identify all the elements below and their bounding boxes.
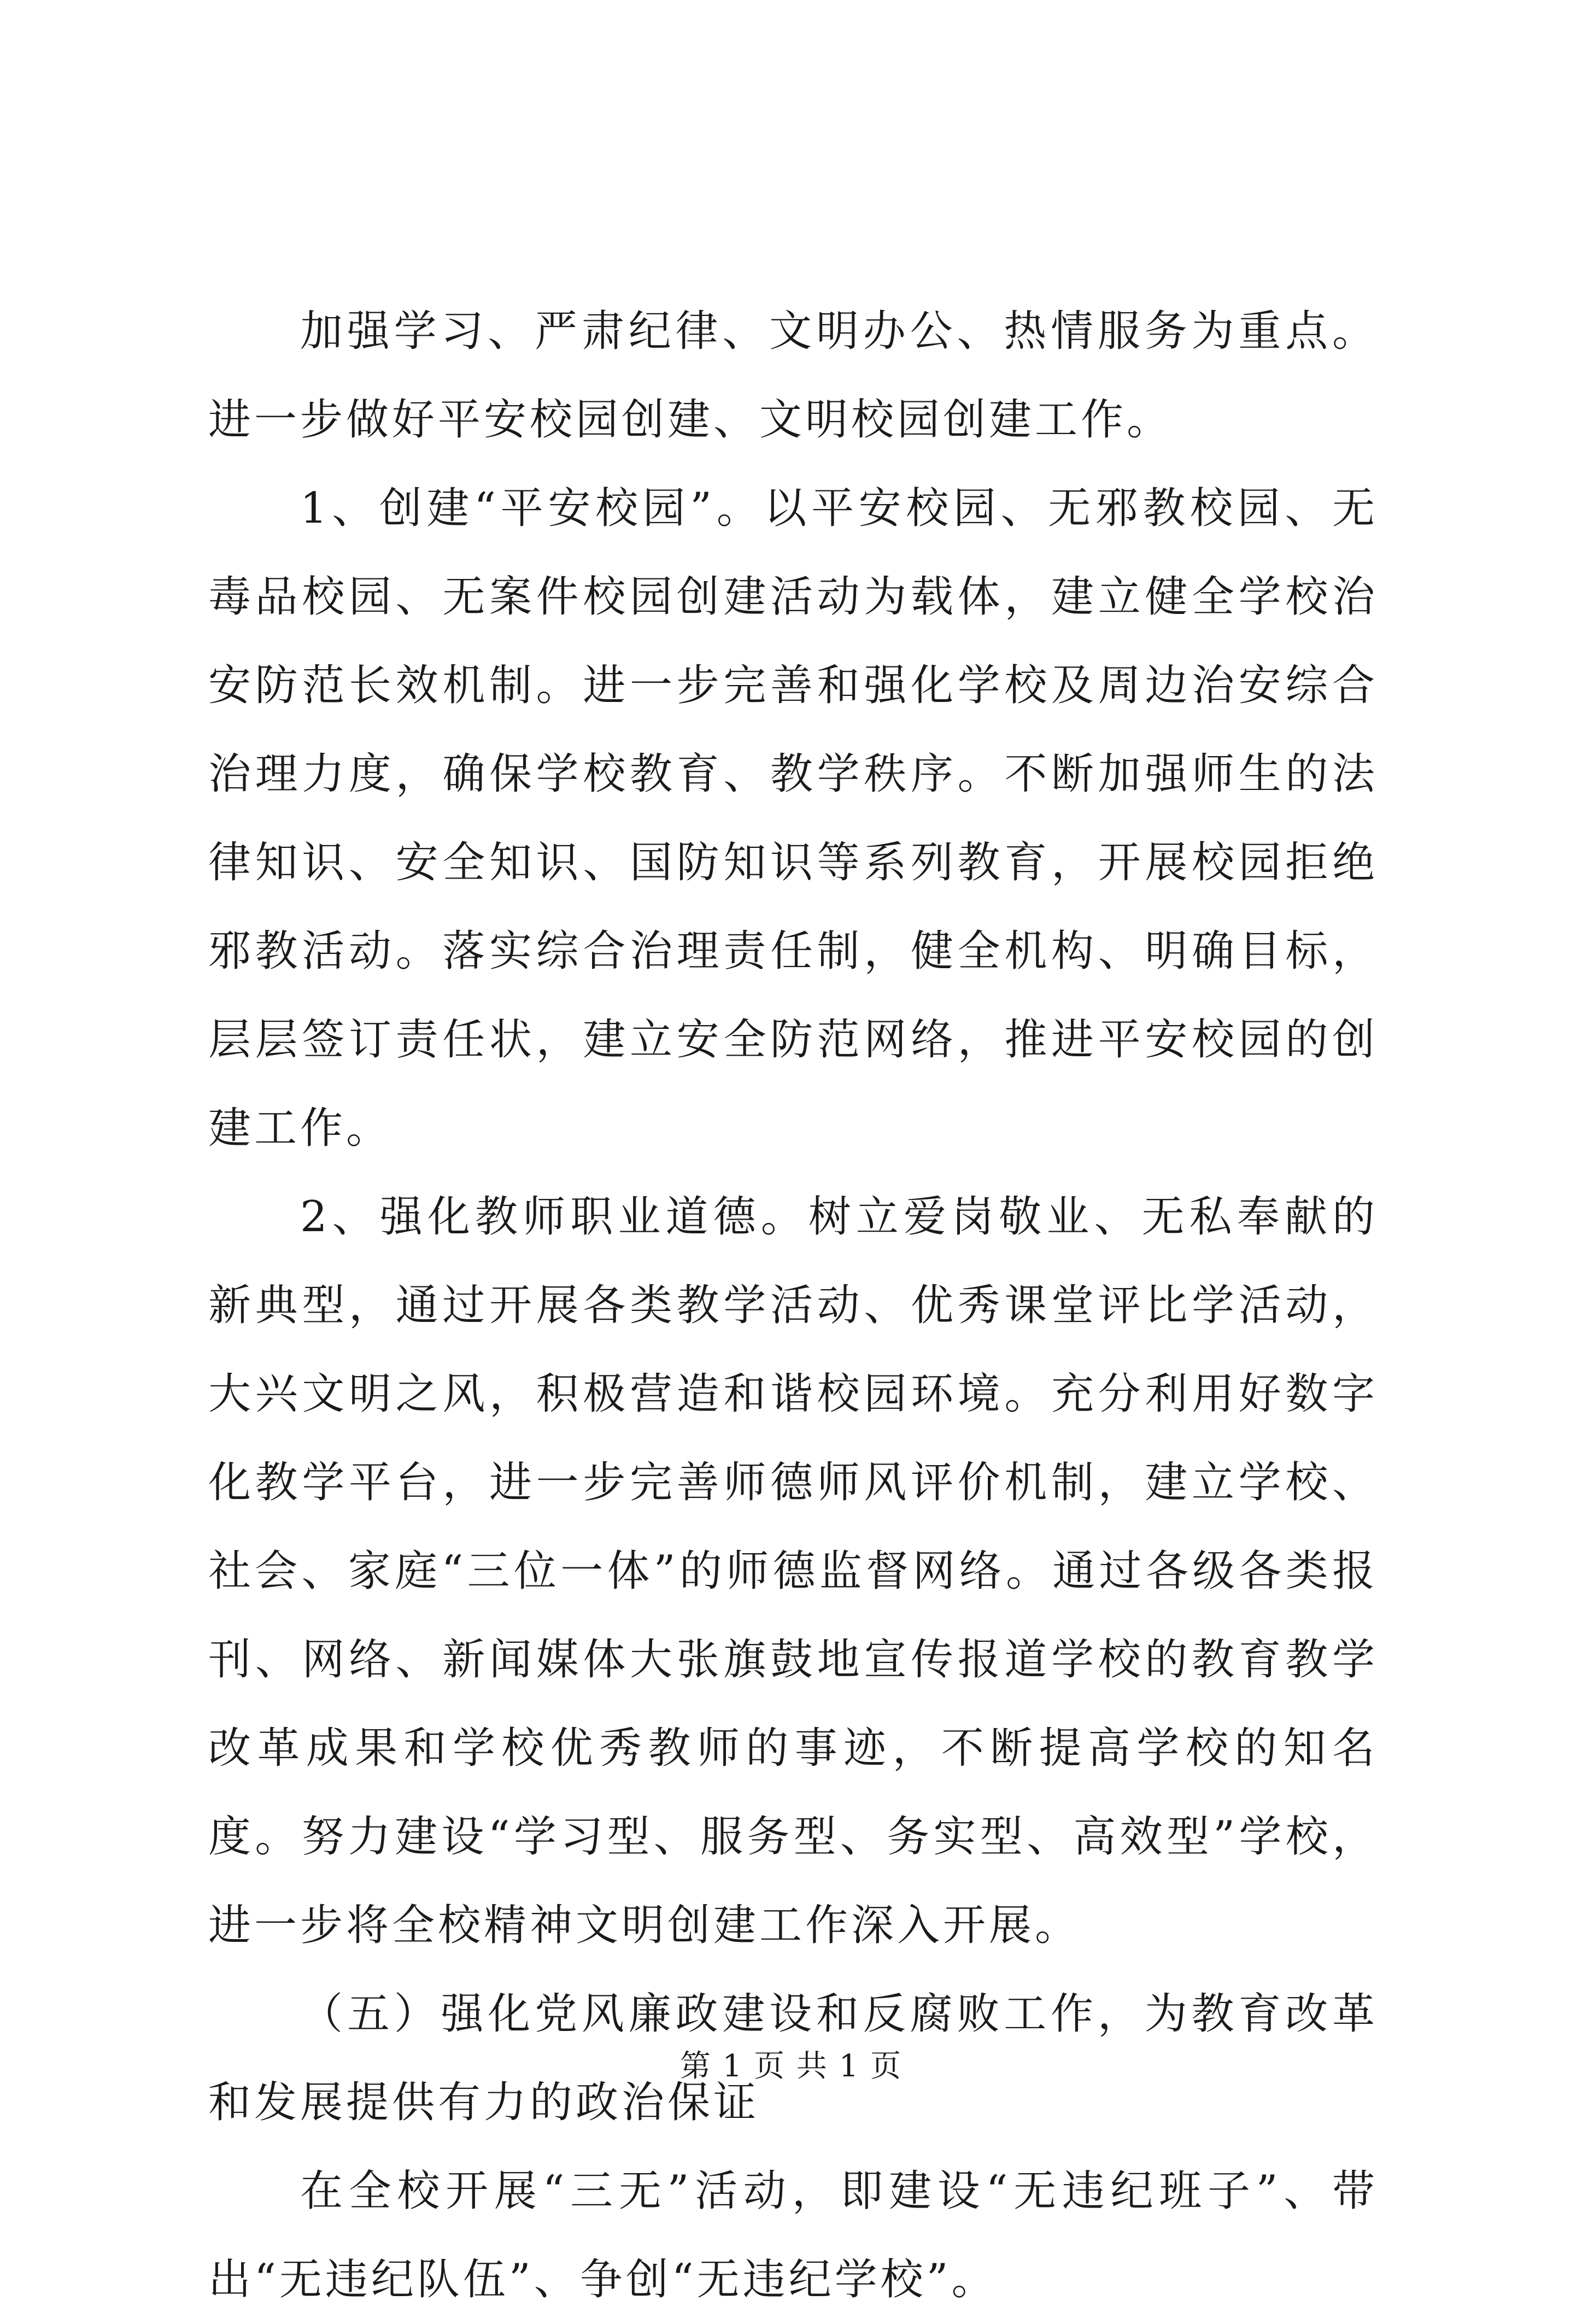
paragraph-safe-campus: 1、创建“平安校园”。以平安校园、无邪教校园、无毒品校园、无案件校园创建活动为载体，建立健全学校治安防范长效机制。进一步完善和强化学校及周边治安综合治理力度，确保学校教育、教学秩序。不断加强师生的法律知识、安全知识、国防知识等系列教育，开展校园拒绝邪教活动。落实综合治理责任制，健全机构、明确目标，层层签订责任状，建立安全防范网络，推进平安校园的创建工作。 — [208, 484, 1378, 1153]
page-footer: 第 1 页 共 1 页 — [679, 2048, 903, 2084]
section-heading-five: （五）强化党风廉政建设和反腐败工作，为教育改革和发展提供有力的政治保证 — [208, 1989, 1378, 2127]
document-body — [208, 287, 1378, 2324]
paragraph-intro: 加强学习、严肃纪律、文明办公、热情服务为重点。进一步做好平安校园创建、文明校园创建工作。 — [208, 307, 1378, 444]
paragraph-teacher-ethics: 2、强化教师职业道德。树立爱岗敬业、无私奉献的新典型，通过开展各类教学活动、优秀课堂评比学活动，大兴文明之风，积极营造和谐校园环境。充分利用好数字化教学平台，进一步完善师德师风评价机制，建立学校、社会、家庭“三位一体”的师德监督网络。通过各级各类报刊、网络、新闻媒体大张旗鼓地宣传报道学校的教育教学改革成果和学校优秀教师的事迹，不断提高学校的知名度。努力建设“学习型、服务型、务实型、高效型”学校，进一步将全校精神文明创建工作深入开展。 — [208, 1192, 1378, 1950]
paragraph-three-no: 在全校开展“三无”活动，即建设“无违纪班子”、带出“无违纪队伍”、争创“无违纪学校”。 — [208, 2167, 1378, 2304]
